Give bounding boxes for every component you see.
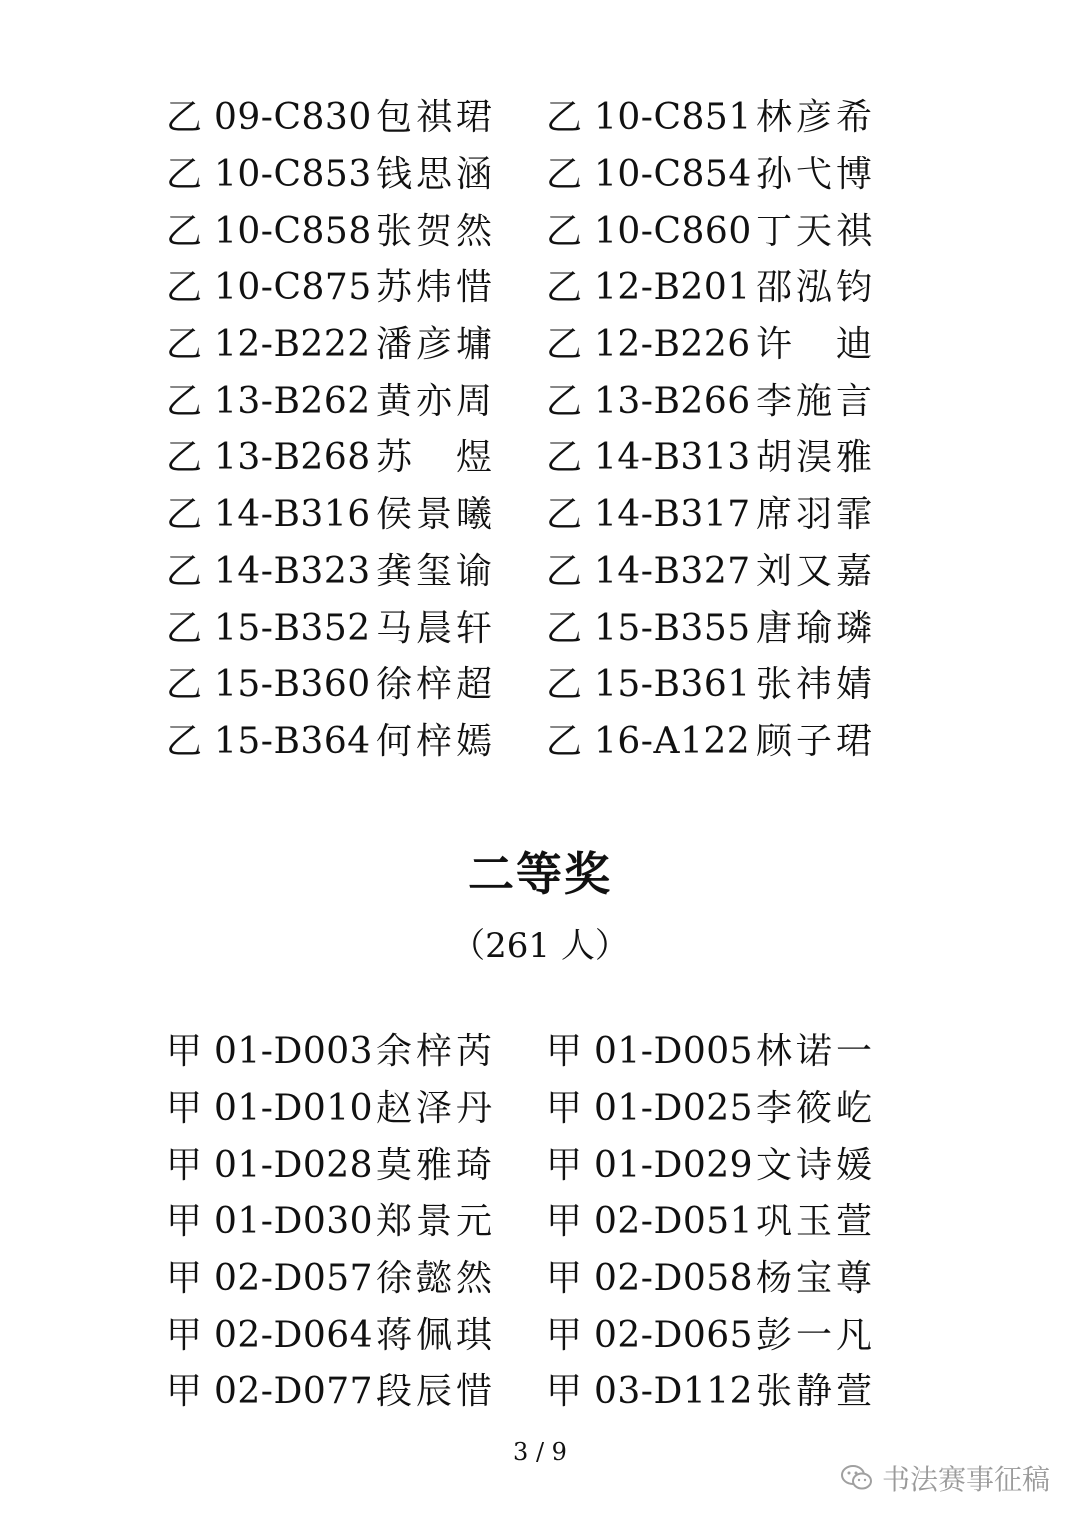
- entry-code: 10-C858: [214, 210, 372, 252]
- list-item: [546, 1258, 926, 1300]
- list-item: [166, 1201, 546, 1243]
- entry-code: 13-B266: [594, 380, 751, 422]
- entry-name: 刘又嘉: [756, 550, 872, 592]
- entry-group: 甲: [166, 1314, 203, 1356]
- list-item: [166, 437, 546, 479]
- list-item: [166, 380, 546, 422]
- list-item: [546, 1201, 926, 1243]
- list-row: [166, 1364, 926, 1421]
- entry-code: 12-B222: [214, 324, 371, 366]
- list-item: [166, 97, 546, 139]
- entry-code: 01-D030: [214, 1201, 374, 1243]
- entry-code: 10-C875: [214, 267, 372, 309]
- entry-code: 01-D010: [214, 1088, 374, 1130]
- entry-code: 09-C830: [214, 97, 372, 139]
- entry-group: 乙: [546, 324, 583, 366]
- list-item: [166, 154, 546, 196]
- entry-group: 乙: [166, 494, 203, 536]
- entry-code: 14-B327: [594, 550, 751, 592]
- entry-name: 苏煜: [376, 437, 492, 479]
- entry-group: 乙: [166, 97, 203, 139]
- entry-code: 02-D051: [594, 1201, 754, 1243]
- list-row: [166, 1081, 926, 1138]
- list-item: [546, 380, 926, 422]
- entry-name: 赵泽丹: [376, 1088, 492, 1130]
- entry-group: 乙: [546, 210, 583, 252]
- entry-name: 胡淏雅: [756, 437, 872, 479]
- entry-code: 03-D112: [594, 1371, 754, 1413]
- entry-group: 乙: [166, 607, 203, 649]
- entry-group: 甲: [166, 1371, 203, 1413]
- entry-name: 张贺然: [376, 210, 492, 252]
- entry-group: 甲: [166, 1031, 203, 1073]
- entry-group: 甲: [546, 1144, 583, 1186]
- entry-group: 乙: [166, 550, 203, 592]
- entry-name: 段辰惜: [376, 1371, 492, 1413]
- entry-code: 14-B323: [214, 550, 371, 592]
- entry-code: 01-D003: [214, 1031, 374, 1073]
- wechat-icon: [840, 1463, 874, 1493]
- list-item: [166, 720, 546, 762]
- entry-code: 02-D077: [214, 1371, 374, 1413]
- entry-name: 丁天祺: [756, 210, 872, 252]
- list-item: [166, 1144, 546, 1186]
- watermark-text: 书法赛事征稿: [882, 1463, 1051, 1496]
- list-row: [166, 317, 926, 374]
- entry-name: 侯景曦: [376, 494, 492, 536]
- list-row: [166, 260, 926, 317]
- entry-group: 甲: [546, 1314, 583, 1356]
- entry-group: 乙: [166, 664, 203, 706]
- list-item: [166, 1314, 546, 1356]
- entry-group: 乙: [166, 720, 203, 762]
- entry-group: 甲: [546, 1031, 583, 1073]
- entry-group: 甲: [166, 1201, 203, 1243]
- entry-group: 乙: [166, 380, 203, 422]
- entry-name: 杨宝尊: [756, 1258, 872, 1300]
- list-item: [546, 664, 926, 706]
- entry-code: 02-D065: [594, 1314, 754, 1356]
- list-item: [546, 154, 926, 196]
- entry-name: 顾子珺: [756, 720, 872, 762]
- entry-group: 乙: [166, 324, 203, 366]
- list-item: [546, 1371, 926, 1413]
- entry-group: 乙: [166, 210, 203, 252]
- page-number: 3 / 9: [513, 1438, 567, 1466]
- entry-group: 甲: [546, 1258, 583, 1300]
- list-row: [166, 1307, 926, 1364]
- list-item: [546, 1088, 926, 1130]
- list-item: [546, 1031, 926, 1073]
- list-row: [166, 1194, 926, 1251]
- entry-name: 包祺珺: [376, 97, 492, 139]
- list-item: [546, 550, 926, 592]
- list-item: [166, 1088, 546, 1130]
- entry-code: 01-D025: [594, 1088, 754, 1130]
- entry-name: 彭一凡: [756, 1314, 872, 1356]
- list-item: [546, 97, 926, 139]
- list-item: [546, 324, 926, 366]
- section-count: （261 人）: [451, 926, 629, 966]
- entry-group: 甲: [546, 1201, 583, 1243]
- list-item: [546, 210, 926, 252]
- list-item: [546, 607, 926, 649]
- list-row: [166, 1251, 926, 1308]
- entry-group: 乙: [546, 720, 583, 762]
- list-item: [166, 494, 546, 536]
- entry-code: 10-C853: [214, 154, 372, 196]
- entry-code: 14-B313: [594, 437, 751, 479]
- list-row: [166, 430, 926, 487]
- entry-name: 许迪: [756, 324, 872, 366]
- list-row: [166, 487, 926, 544]
- list-item: [166, 324, 546, 366]
- entry-group: 乙: [546, 154, 583, 196]
- entry-name: 李施言: [756, 380, 872, 422]
- entry-name: 郑景元: [376, 1201, 492, 1243]
- entry-name: 余梓芮: [376, 1031, 492, 1073]
- list-row: [166, 544, 926, 601]
- list-row: [166, 1024, 926, 1081]
- entry-name: 莫雅琦: [376, 1144, 492, 1186]
- entry-name: 林彦希: [756, 97, 872, 139]
- list-item: [166, 664, 546, 706]
- entry-code: 15-B360: [214, 664, 371, 706]
- entry-group: 乙: [546, 550, 583, 592]
- entry-name: 苏炜惜: [376, 267, 492, 309]
- entry-code: 12-B201: [594, 267, 751, 309]
- list-item: [166, 1371, 546, 1413]
- entry-group: 乙: [546, 267, 583, 309]
- entry-group: 乙: [546, 437, 583, 479]
- list-item: [166, 1258, 546, 1300]
- entry-code: 10-C854: [594, 154, 752, 196]
- list-item: [166, 267, 546, 309]
- entry-code: 12-B226: [594, 324, 751, 366]
- entry-code: 15-B355: [594, 607, 751, 649]
- entry-group: 乙: [166, 267, 203, 309]
- entry-name: 蒋佩琪: [376, 1314, 492, 1356]
- entry-group: 乙: [546, 607, 583, 649]
- entry-name: 钱思涵: [376, 154, 492, 196]
- entry-group: 乙: [546, 97, 583, 139]
- entry-group: 乙: [166, 154, 203, 196]
- list-item: [546, 494, 926, 536]
- entry-code: 02-D057: [214, 1258, 374, 1300]
- entry-name: 潘彦墉: [376, 324, 492, 366]
- entry-group: 甲: [166, 1088, 203, 1130]
- list-item: [546, 1144, 926, 1186]
- entry-group: 乙: [546, 664, 583, 706]
- list-row: [166, 147, 926, 204]
- entry-name: 张祎婧: [756, 664, 872, 706]
- entry-code: 10-C851: [594, 97, 752, 139]
- entry-group: 乙: [546, 494, 583, 536]
- entry-code: 02-D064: [214, 1314, 374, 1356]
- entry-code: 15-B352: [214, 607, 371, 649]
- entry-code: 14-B317: [594, 494, 751, 536]
- list-row: [166, 714, 926, 771]
- entry-name: 龚玺谕: [376, 550, 492, 592]
- entry-name: 张静萱: [756, 1371, 872, 1413]
- list-item: [166, 607, 546, 649]
- entry-group: 乙: [546, 380, 583, 422]
- list-row: [166, 373, 926, 430]
- entry-name: 文诗媛: [756, 1144, 872, 1186]
- list-row: [166, 203, 926, 260]
- entry-code: 01-D005: [594, 1031, 754, 1073]
- list-row: [166, 657, 926, 714]
- entry-code: 13-B262: [214, 380, 371, 422]
- list-row: [166, 90, 926, 147]
- entry-code: 01-D029: [594, 1144, 754, 1186]
- entry-name: 李筱屹: [756, 1088, 872, 1130]
- list-item: [546, 1314, 926, 1356]
- entry-code: 01-D028: [214, 1144, 374, 1186]
- entry-code: 15-B361: [594, 664, 751, 706]
- entry-group: 甲: [546, 1088, 583, 1130]
- entry-name: 马晨轩: [376, 607, 492, 649]
- entry-name: 邵泓钧: [756, 267, 872, 309]
- entry-code: 15-B364: [214, 720, 371, 762]
- entry-code: 14-B316: [214, 494, 371, 536]
- entry-group: 乙: [166, 437, 203, 479]
- watermark: [840, 1458, 1050, 1498]
- entry-name: 徐梓超: [376, 664, 492, 706]
- award-list-second-prize: [166, 1024, 926, 1421]
- entry-name: 何梓嫣: [376, 720, 492, 762]
- entry-code: 13-B268: [214, 437, 371, 479]
- award-list-top: [166, 90, 926, 770]
- entry-name: 唐瑜璘: [756, 607, 872, 649]
- section-title: 二等奖: [468, 847, 612, 901]
- entry-name: 巩玉萱: [756, 1201, 872, 1243]
- list-item: [166, 210, 546, 252]
- entry-code: 16-A122: [594, 720, 751, 762]
- list-item: [546, 267, 926, 309]
- list-item: [166, 550, 546, 592]
- list-row: [166, 1137, 926, 1194]
- list-item: [546, 720, 926, 762]
- entry-name: 孙弋博: [756, 154, 872, 196]
- entry-group: 甲: [546, 1371, 583, 1413]
- list-item: [546, 437, 926, 479]
- entry-group: 甲: [166, 1144, 203, 1186]
- entry-name: 席羽霏: [756, 494, 872, 536]
- list-item: [166, 1031, 546, 1073]
- entry-code: 02-D058: [594, 1258, 754, 1300]
- entry-name: 林诺一: [756, 1031, 872, 1073]
- entry-group: 甲: [166, 1258, 203, 1300]
- entry-name: 黄亦周: [376, 380, 492, 422]
- entry-code: 10-C860: [594, 210, 752, 252]
- list-row: [166, 600, 926, 657]
- entry-name: 徐懿然: [376, 1258, 492, 1300]
